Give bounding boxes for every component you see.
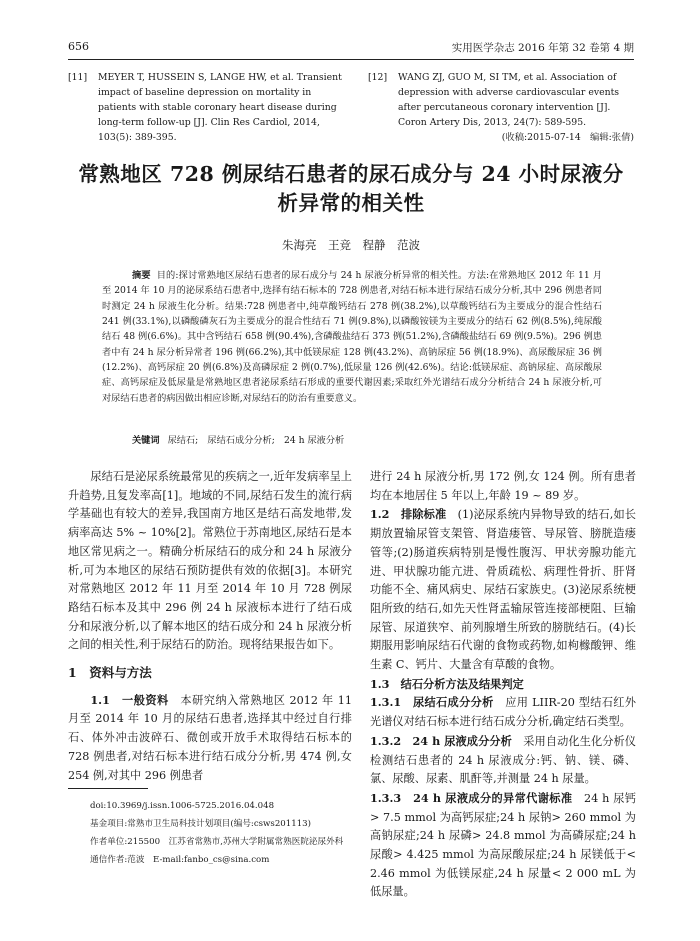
paragraph: 进行 24 h 尿液分析,男 172 例,女 124 例。所有患者均在本地居住 5 年以上,年龄 19 ~ 89 岁。 xyxy=(370,470,636,502)
reference-item xyxy=(368,70,634,145)
reference-body: WANG ZJ, GUO M, SI TM, et al. Association of depression with adverse cardiovascular events after percutaneous coronary intervention [J]. Coron Artery Dis, 2013, 24(7): 589-595. xyxy=(398,72,620,128)
reference-text: MEYER T, HUSSEIN S, LANGE HW, et al. Transient impact of baseline depression on mortality in patients with stable coronary heart disease during long-term follow-up [J]. Clin Res Cardiol, 2014, 103(5): 389-395. xyxy=(98,72,342,143)
correspondence: 通信作者:范波 E-mail:fanbo_cs@sina.com xyxy=(90,855,270,865)
page-header xyxy=(68,38,634,60)
footnotes xyxy=(90,797,360,869)
subsection-heading: 1.3 结石分析方法及结果判定 xyxy=(370,676,524,691)
keywords-label: 关键词 xyxy=(132,435,160,446)
paragraph-text: 采用自动化生化分析仪检测结石患者的 24 h 尿液成分:钙、钠、镁、磷、氯、尿酸、尿素、肌酐等,并测量 24 h 尿量。 xyxy=(370,734,636,786)
subsection-label: 1.3.1 尿结石成分分析 xyxy=(370,695,494,710)
page-number: 656 xyxy=(68,40,89,53)
abstract-label: 摘要 xyxy=(132,270,151,281)
footnote-divider xyxy=(68,788,148,789)
subsection-label: 1.2 排除标准 xyxy=(370,507,447,522)
doi: doi:10.3969/j.issn.1006-5725.2016.04.048 xyxy=(90,801,275,811)
subsection-label: 1.3.3 24 h 尿液成分的异常代谢标准 xyxy=(370,790,573,805)
subsection-label: 1.3.2 24 h 尿液成分分析 xyxy=(370,733,512,748)
paragraph-text: 本研究纳入常熟地区 2012 年 11 月至 2014 年 10 月的尿结石患者,选择其中经过自行排石、体外冲击波碎石、微创或开放手术取得结石标本的 728 例患者,对结石标本进行结石成分分析,男 474 例,女 254 例,对其中 296 例患者 xyxy=(68,693,352,782)
left-column xyxy=(68,468,352,785)
paragraph xyxy=(370,505,636,674)
received-date: (收稿:2015-07-14 编辑:张倩) xyxy=(501,132,634,143)
reference-text xyxy=(368,70,634,145)
abstract xyxy=(102,268,602,406)
paragraph xyxy=(370,789,636,902)
right-column xyxy=(370,468,636,902)
journal-info: 实用医学杂志 2016 年第 32 卷第 4 期 xyxy=(451,42,634,54)
abstract-text: 目的:探讨常熟地区尿结石患者的尿石成分与 24 h 尿液分析异常的相关性。方法:在常熟地区 2012 年 11 月至 2014 年 10 月的泌尿系结石患者中,选择有结石标本的 728 例患者,对结石标本进行尿结石成分分析,其中 296 例患者同时测定 24 h 尿液生化分析。结果:728 例患者中,纯草酸钙结石 278 例(38.2%),以草酸钙结石为主要成分的混合性结石 241 例(33.1%),以磷酸磷灰石为主要成分的混合性结石 71 例(9.8%),以磷酸铵镁为主要成分的结石 62 例(8.5%),纯尿酸结石 48 例(6.6%)。其中含钙结石 658 例(90.4%),含磷酸盐结石 373 例(51.2%),含磷酸盐结石 69 例(9.5%)。296 例患者中有 24 h 尿分析异常者 196 例(66.2%),其中低镁尿症 128 例(43.2%)、高钠尿症 56 例(18.9%)、高尿酸尿症 36 例(12.2%)、高钙尿症 20 例(6.8%)及高磷尿症 2 例(0.7%),低尿量 126 例(42.6%)。结论:低镁尿症、高钠尿症、高尿酸尿症、高钙尿症及低尿量是常熟地区患者泌尿系结石形成的重要代谢因素;采取红外光谱结石成分分析结合 24 h 尿液分析,可对尿结石患者的病因做出相应诊断,对尿结石的防治有重要意义。 xyxy=(102,270,603,404)
keywords xyxy=(102,432,602,446)
reference-item xyxy=(68,70,348,145)
author-affiliation: 作者单位:215500 江苏省常熟市,苏州大学附属常熟医院泌尿外科 xyxy=(90,837,344,847)
keywords-text: 尿结石; 尿结石成分分析; 24 h 尿液分析 xyxy=(167,435,345,446)
reference-number: [12] xyxy=(368,72,388,83)
fund-info: 基金项目:常熟市卫生局科技计划项目(编号:csws201113) xyxy=(90,819,311,829)
paragraph-text: 24 h 尿钙> 7.5 mmol 为高钙尿症;24 h 尿钠> 260 mmol 为高钠尿症;24 h 尿磷> 24.8 mmol 为高磷尿症;24 h 尿酸> 4.425 mmol 为高尿酸尿症;24 h 尿镁低于< 2.46 mmol 为低镁尿症,24 h 尿量< 2 000 mL 为低尿量。 xyxy=(370,791,636,899)
paragraph xyxy=(370,693,636,731)
paragraph-text: (1)泌尿系统内异物导致的结石,如长期放置输尿管支架管、肾造瘘管、导尿管、膀胱造瘘管等;(2)肠道疾病特别是慢性腹泻、甲状旁腺功能亢进、甲状腺功能亢进、骨质疏松、病理性骨折、肝肾功能不全、痛风病史、尿结石家族史。(3)泌尿系统梗阻所致的结石,如先天性肾盂输尿管连接部梗阻、巨输尿管、尿道狭窄、前列腺增生所致的膀胱结石。(4)长期服用影响尿结石代谢的食物或药物,如枸橼酸钾、维生素 C、钙片、大量含有草酸的食物。 xyxy=(370,508,636,672)
authors: 朱海亮 王竞 程静 范波 xyxy=(282,238,420,252)
paragraph xyxy=(370,732,636,789)
reference-number: [11] xyxy=(68,72,88,83)
intro-paragraph: 尿结石是泌尿系统最常见的疾病之一,近年发病率呈上升趋势,且复发率高[1]。地域的不同,尿结石发生的流行病学基础也有较大的差异,我国南方地区是结石高发地带,发病率高达 5% ~ 10%[2]。常熟位于苏南地区,尿结石是本地区常见病之一。精确分析尿结石的成分和 24 h 尿液分析,可为本地区的尿结石预防提供有效的依据[3]。本研究对常熟地区 2012 年 11 月至 2014 年 10 月 728 例尿路结石标本及其中 296 例 24 h 尿液标本进行了结石成分和尿液分析,以了解本地区的结石成分和 24 h 尿液分析之间的相关性,利于尿结石的防治。现将结果报告如下。 xyxy=(68,470,352,652)
paragraph xyxy=(68,691,352,786)
section-heading: 1 资料与方法 xyxy=(68,665,152,681)
subsection-label: 1.1 一般资料 xyxy=(90,692,169,707)
article-title: 常熟地区 728 例尿结石患者的尿石成分与 24 小时尿液分析异常的相关性 xyxy=(78,162,624,215)
paragraph-text: 应用 LIIR-20 型结石红外光谱仪对结石标本进行结石成分分析,确定结石类型。 xyxy=(370,696,636,729)
